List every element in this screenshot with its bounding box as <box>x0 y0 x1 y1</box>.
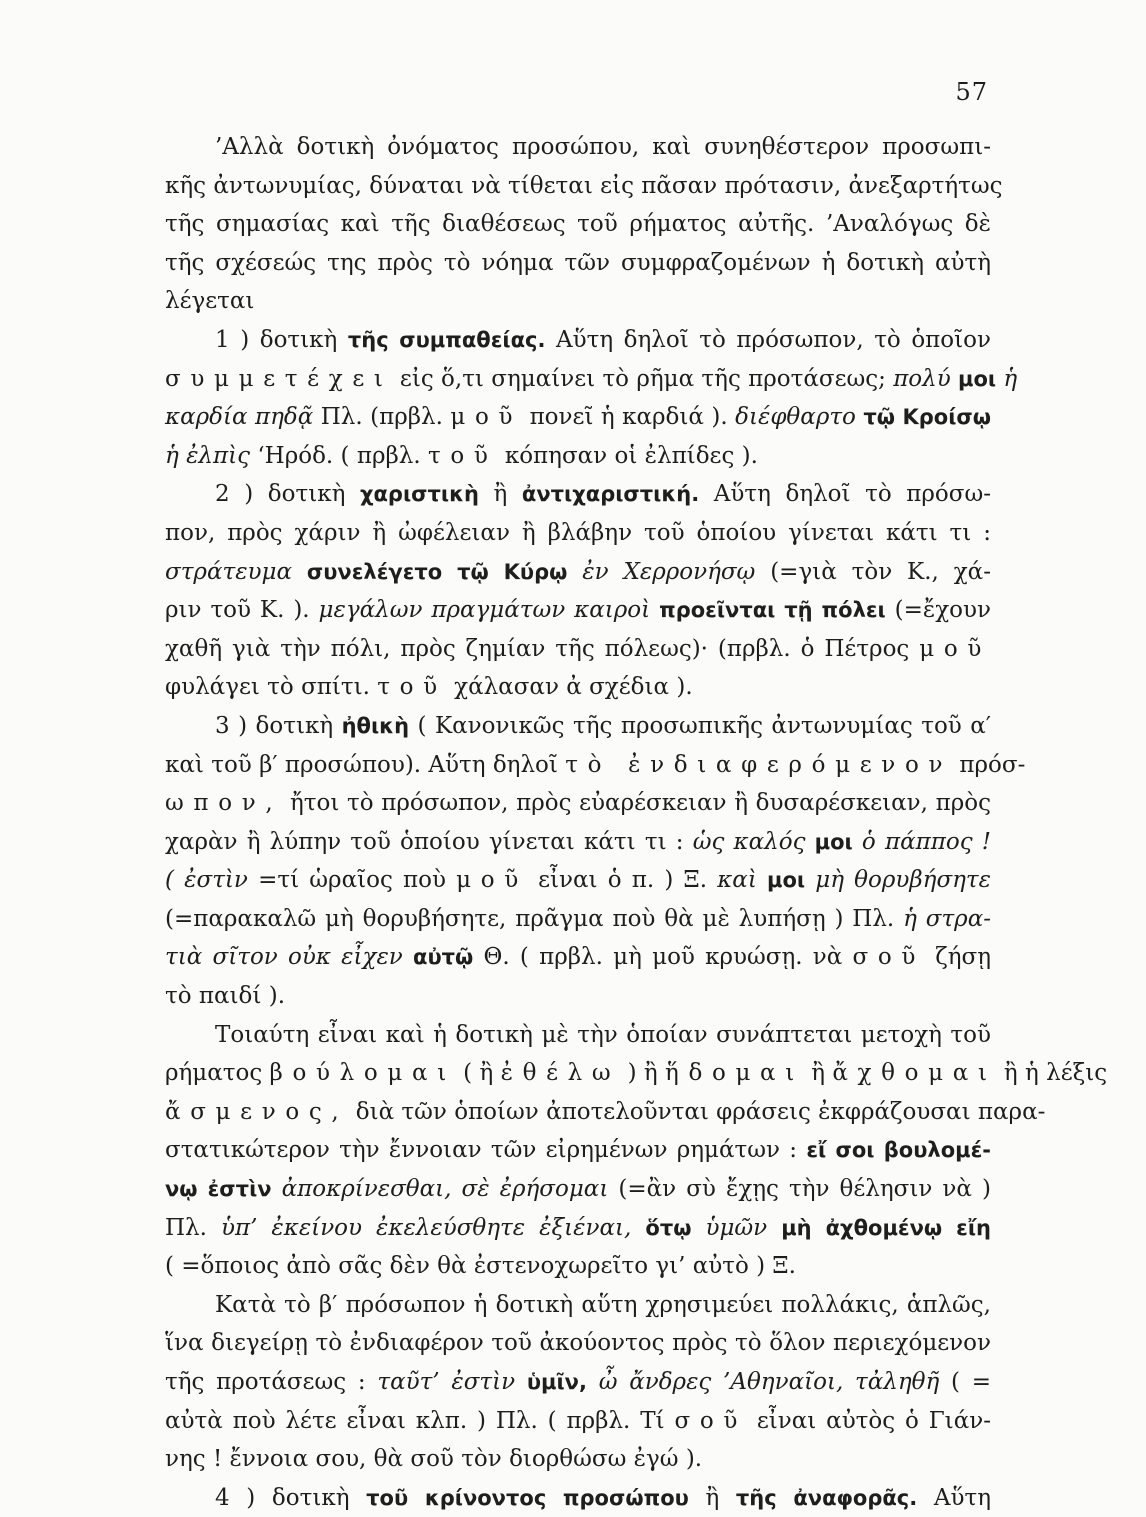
text-run: ἀντιχαριστική. <box>521 482 700 507</box>
text-run: ρήματος <box>165 1060 270 1087</box>
text-line <box>165 591 991 630</box>
text-run: τῆς συμπαθείας. <box>347 327 546 352</box>
text-line <box>165 1209 991 1248</box>
text-run: ὦ ἄνδρες ’Αθηναῖοι, τἀληθῆ <box>586 1369 940 1395</box>
text-run: τὸ ἐνδιαφερόμενον <box>565 751 953 778</box>
text-run: χαριστικὴ <box>359 482 479 507</box>
text-run: σοῦ <box>674 1407 747 1434</box>
text-run: ἢ <box>478 481 522 508</box>
text-run: μοι <box>950 366 997 391</box>
text-line <box>165 1363 991 1402</box>
text-run: μὴ ἀχθομένῳ εἴη <box>767 1215 992 1240</box>
text-run: τῆς σχέσεώς της πρὸς τὸ νόημα τῶν συμφραζομένων ἡ δοτικὴ αὐτὴ <box>165 249 991 276</box>
text-run: διέφθαρτο <box>735 404 856 431</box>
text-run: 2 ) δοτικὴ <box>215 481 360 508</box>
text-run: Αὕτη δηλοῖ τὸ πρόσωπον, τὸ ὁποῖον <box>545 326 991 353</box>
text-run: (=ἂν σὺ ἔχῃς τὴν θέλησιν νὰ ) <box>608 1176 991 1203</box>
text-run: φυλάγει τὸ σπίτι. <box>165 674 378 701</box>
text-run: (=γιὰ τὸν Κ., χά- <box>755 558 991 585</box>
text-run: μοι <box>805 829 853 854</box>
text-run: ἵνα διεγείρῃ τὸ ἐνδιαφέρον τοῦ ἀκούοντος πρὸς τὸ ὅλον περιεχόμενον <box>165 1330 991 1357</box>
text-run: προεῖνται τῇ πόλει <box>650 598 886 623</box>
text-run: χαρὰν ἢ λύπην τοῦ ὁποίου γίνεται κάτι τι : <box>165 828 693 855</box>
text-run: σοῦ <box>852 944 926 971</box>
text-line <box>165 282 991 321</box>
text-line <box>165 553 991 592</box>
text-run: ὅτῳ <box>631 1215 692 1240</box>
text-run: Τοιαύτη εἶναι καὶ ἡ δοτικὴ μὲ τὴν ὁποίαν συνάπτεται μετοχὴ τοῦ <box>215 1021 991 1048</box>
text-line <box>165 1170 991 1209</box>
text-run: χάλασαν ἀ σχέδια ). <box>446 674 693 701</box>
text-run: μὴ θορυβήσητε <box>805 867 991 894</box>
text-run: ἐν Χερρονήσῳ <box>567 558 756 585</box>
text-line <box>165 128 991 167</box>
text-line <box>165 1286 991 1325</box>
text-line <box>165 1016 991 1055</box>
text-run: κῆς ἀντωνυμίας, δύναται νὰ τίθεται εἰς πᾶσαν πρότασιν, ἀνεξαρτήτως <box>165 172 1003 199</box>
text-line <box>165 1479 991 1517</box>
text-run: συνελέγετο τῷ Κύρῳ <box>292 559 568 584</box>
text-run: νης ! ἔννοια σου, θὰ σοῦ τὸν διορθώσω ἐγώ ). <box>165 1446 703 1473</box>
text-run: Αὕτη <box>917 1484 991 1511</box>
text-line <box>165 668 991 707</box>
text-run: τοῦ <box>377 674 447 701</box>
text-run: αὐτὰ ποὺ λέτε εἶναι κλπ. ) Πλ. ( πρβλ. Τί <box>165 1407 675 1434</box>
text-run: καρδία πηδᾷ <box>165 404 314 431</box>
text-run: καὶ <box>717 867 757 894</box>
text-run: καὶ τοῦ β′ προσώπου). Αὕτη δηλοῖ <box>165 751 566 778</box>
text-run: τῆς σημασίας καὶ τῆς διαθέσεως τοῦ ρήματος αὐτῆς. ’Αναλόγως δὲ <box>165 211 991 238</box>
text-line <box>165 244 991 283</box>
text-run: ὑπ’ ἐκείνου ἐκελεύσθητε ἐξιέναι, <box>220 1214 632 1241</box>
text-run: ζήσῃ <box>925 944 992 971</box>
text-line <box>165 938 991 977</box>
text-run: βούλομαι <box>269 1060 456 1087</box>
text-run: ( = <box>939 1369 991 1395</box>
text-run: ( ἢ <box>455 1060 501 1087</box>
text-line <box>165 437 991 476</box>
text-run: εἴ σοι βουλομέ- <box>806 1138 991 1163</box>
text-line <box>165 1324 991 1363</box>
text-run: (=ἔχουν <box>885 597 991 624</box>
text-run: μοι <box>756 868 806 893</box>
text-run: ( =ὅποιος ἀπὸ σᾶς δὲν θὰ ἐστενοχωρεῖτο γι’ αὐτὸ ) Ξ. <box>165 1253 796 1280</box>
text-run: μεγάλων πραγμάτων καιροὶ <box>318 597 651 624</box>
text-run: μοῦ <box>450 404 523 431</box>
text-run: ριν τοῦ Κ. ). <box>165 597 319 624</box>
text-run: πρόσ- <box>952 751 1026 778</box>
text-run: ‘Ηρόδ. ( πρβλ. <box>250 442 428 469</box>
text-run: τὸ παιδί ). <box>165 983 286 1010</box>
text-line <box>165 823 991 862</box>
text-run: Αὕτη δηλοῖ τὸ πρόσω- <box>699 481 991 508</box>
body-text <box>165 128 1108 1517</box>
text-run: ἄχθομαι <box>832 1060 997 1087</box>
text-run: =τί ὡραῖος ποὺ <box>247 867 457 894</box>
text-run: αὐτῷ <box>402 945 474 970</box>
text-run: ἥδομαι <box>665 1060 804 1087</box>
text-run: στράτευμα <box>165 558 293 585</box>
text-line <box>165 398 991 437</box>
text-line <box>165 1131 991 1170</box>
text-run: 1 ) δοτικὴ <box>215 326 348 353</box>
text-run: ὡς καλός <box>692 828 806 855</box>
text-line <box>165 360 1018 399</box>
text-run: ἐθέλω <box>500 1060 621 1087</box>
text-line <box>165 321 991 360</box>
text-run: ὑμῶν <box>691 1214 768 1241</box>
text-run: διὰ τῶν ὁποίων ἀποτελοῦνται φράσεις ἐκφράζουσαι παρα- <box>348 1098 1046 1125</box>
page-number: 57 <box>955 78 988 106</box>
text-line <box>165 707 991 746</box>
text-line <box>165 1440 991 1479</box>
text-run: Πλ. (πρβλ. <box>313 404 451 431</box>
text-run: Πλ. <box>165 1214 221 1241</box>
text-run: ἄσμενος, <box>165 1098 349 1125</box>
text-run: πον, πρὸς χάριν ἢ ὠφέλειαν ἢ βλάβην τοῦ ὁποίου γίνεται κάτι τι : <box>165 519 991 546</box>
text-run: λέγεται <box>165 288 255 315</box>
text-run: ὑμῖν, <box>515 1370 587 1394</box>
text-run: τῆς προτάσεως : <box>165 1369 378 1395</box>
text-line <box>165 861 991 900</box>
text-run: ὁ πάππος ! <box>852 828 992 855</box>
text-run: ( ἐστὶν <box>165 867 248 894</box>
text-line <box>165 205 991 244</box>
text-run: Κατὰ τὸ β′ πρόσωπον ἡ δοτικὴ αὕτη χρησιμεύει πολλάκις, ἁπλῶς, <box>215 1291 991 1318</box>
text-run: ( Κανονικῶς τῆς προσωπικῆς ἀντωνυμίας τοῦ α′ <box>409 712 991 739</box>
text-run: ἀποκρίνεσθαι, σὲ ἐρήσομαι <box>271 1176 609 1203</box>
text-run: ’Αλλὰ δοτικὴ ὀνόματος προσώπου, καὶ συνηθέστερον προσωπι- <box>215 134 991 160</box>
text-run: ἠθικὴ <box>341 713 410 738</box>
text-run: 4 ) δοτικὴ <box>215 1484 367 1511</box>
text-run: ἤτοι τὸ πρόσωπον, πρὸς εὐαρέσκειαν ἢ δυσαρέσκειαν, πρὸς <box>282 790 991 817</box>
text-run: ἢ <box>688 1484 736 1511</box>
text-run: ἡ ἐλπὶς <box>165 442 251 469</box>
text-line <box>165 1054 1108 1093</box>
text-line <box>165 784 991 823</box>
text-run: νῳ ἐστὶν <box>165 1177 272 1202</box>
text-run: συμμετέχει <box>165 365 393 392</box>
text-line <box>165 1093 1046 1132</box>
text-run: ἢ <box>803 1060 833 1087</box>
text-run: τοῦ κρίνοντος προσώπου <box>366 1485 689 1510</box>
text-run: τοῦ <box>427 442 498 469</box>
text-line <box>165 977 991 1016</box>
text-run: 3 ) δοτικὴ <box>215 712 342 739</box>
text-run: τῆς ἀναφορᾶς. <box>735 1485 918 1510</box>
text-run: ) ἢ <box>620 1060 665 1087</box>
text-run: στατικώτερον τὴν ἔννοιαν τῶν εἰρημένων ρημάτων : <box>165 1137 807 1164</box>
text-run: ωπον, <box>165 790 283 817</box>
text-run: μοῦ <box>456 867 528 894</box>
text-run: χαθῆ γιὰ τὴν πόλι, πρὸς ζημίαν τῆς πόλεως)· (πρβλ. ὁ Πέτρος <box>165 635 920 662</box>
text-run: εἰς ὅ,τι σημαίνει τὸ ρῆμα τῆς προτάσεως; <box>392 365 894 392</box>
text-run: πονεῖ ἡ καρδιά ). <box>522 404 736 431</box>
text-run: μοῦ <box>919 635 991 662</box>
text-run: πολύ <box>893 365 951 392</box>
text-run: εἶναι ὁ π. ) Ξ. <box>527 867 718 894</box>
text-line <box>165 900 991 939</box>
text-run: (=παρακαλῶ μὴ θορυβήσητε, πρᾶγμα ποὺ θὰ μὲ λυπήσῃ ) Πλ. <box>165 905 904 932</box>
text-line <box>165 1247 991 1286</box>
text-run: Θ. ( πρβλ. μὴ μοῦ κρυώσῃ. νὰ <box>473 944 853 971</box>
text-run: ἡ στρα- <box>903 905 992 932</box>
text-line <box>165 167 1003 206</box>
text-run: ἢ ἡ λέξις <box>996 1060 1108 1087</box>
text-run: τῷ Κροίσῳ <box>855 405 991 430</box>
text-line <box>165 514 991 553</box>
text-line <box>165 746 1026 785</box>
text-run: ἡ <box>996 365 1018 392</box>
text-run: εἶναι αὐτὸς ὁ Γιάν- <box>746 1407 991 1434</box>
text-line <box>165 630 991 669</box>
text-line <box>165 1402 991 1441</box>
text-run: ταῦτ’ ἐστὶν <box>377 1369 516 1395</box>
text-run: κόπησαν οἱ ἐλπίδες ). <box>497 442 758 469</box>
text-line <box>165 475 991 514</box>
text-run: τιὰ σῖτον οὐκ εἶχεν <box>165 944 403 971</box>
